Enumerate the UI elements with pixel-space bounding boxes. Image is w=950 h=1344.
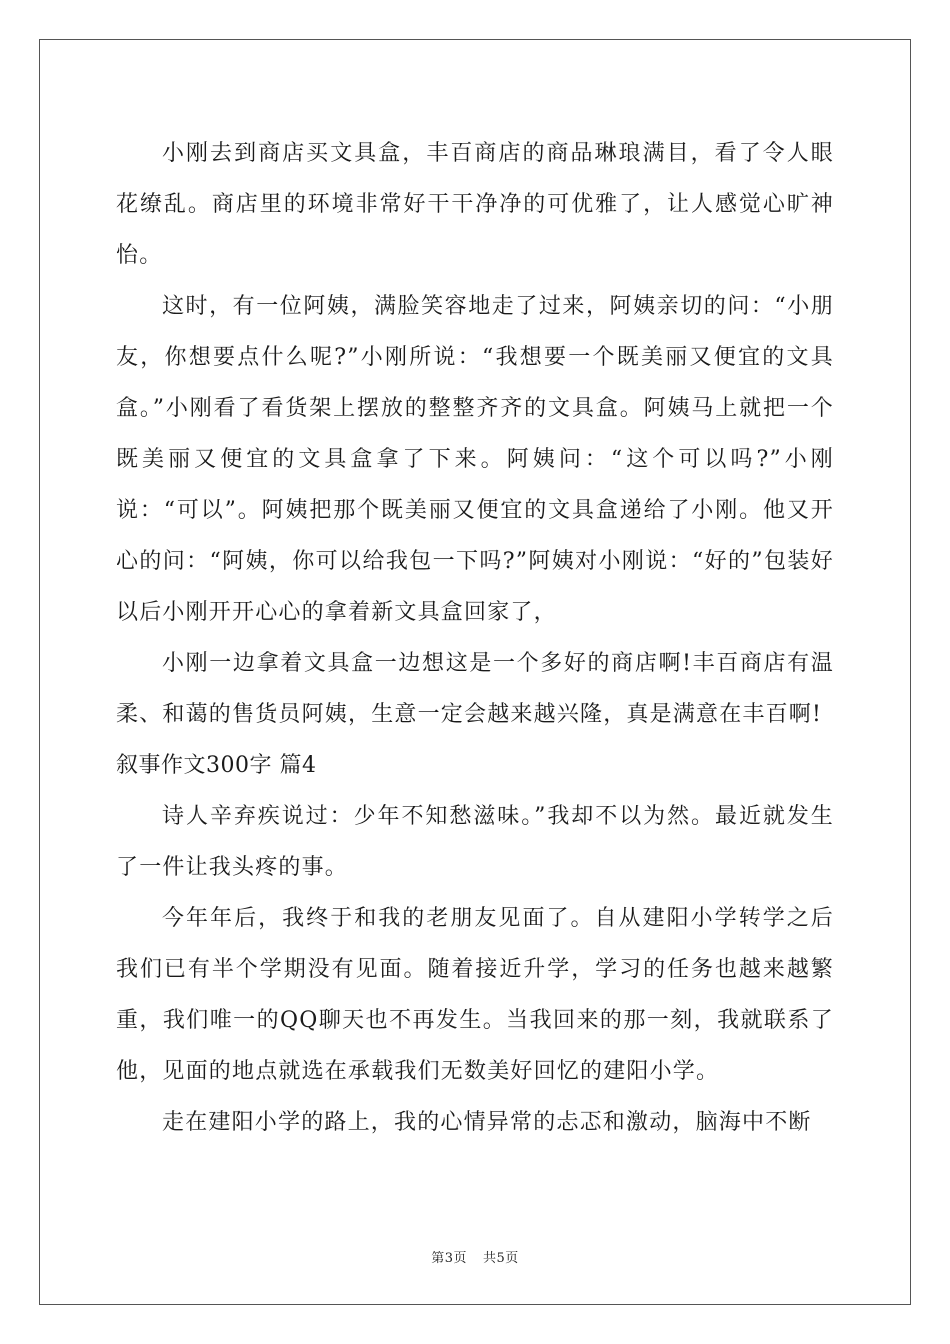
paragraph: 小刚一边拿着文具盒一边想这是一个多好的商店啊!丰百商店有温柔、和蔼的售货员阿姨，生意一定会越来越兴隆，真是满意在丰百啊! xyxy=(116,651,834,727)
paragraph: 走在建阳小学的路上，我的心情异常的忐忑和激动，脑海中不断 xyxy=(162,1110,812,1135)
paragraph: 今年年后，我终于和我的老朋友见面了。自从建阳小学转学之后我们已有半个学期没有见面。随着接近升学，学习的任务也越来越繁重，我们唯一的QQ聊天也不再发生。当我回来的那一刻，我就联系了他，见面的地点就选在承载我们无数美好回忆的建阳小学。 xyxy=(116,906,834,1084)
paragraph: 诗人辛弃疾说过：少年不知愁滋味。”我却不以为然。最近就发生了一件让我头疼的事。 xyxy=(116,804,834,880)
document-body xyxy=(116,128,834,1148)
page-number: 第3页 xyxy=(431,1251,467,1266)
page-footer xyxy=(0,1247,950,1266)
paragraph: 这时，有一位阿姨，满脸笑容地走了过来，阿姨亲切的问：“小朋友，你想要点什么呢?”小刚所说：“我想要一个既美丽又便宜的文具盒。”小刚看了看货架上摆放的整整齐齐的文具盒。阿姨马上就把一个既美丽又便宜的文具盒拿了下来。阿姨问：“这个可以吗?”小刚说：“可以”。阿姨把那个既美丽又便宜的文具盒递给了小刚。他又开心的问：“阿姨，你可以给我包一下吗?”阿姨对小刚说：“好的”包装好以后小刚开开心心的拿着新文具盒回家了， xyxy=(116,294,834,625)
page-total: 共5页 xyxy=(483,1251,519,1266)
paragraph: 小刚去到商店买文具盒，丰百商店的商品琳琅满目，看了令人眼花缭乱。商店里的环境非常好干干净净的可优雅了，让人感觉心旷神怡。 xyxy=(116,141,834,268)
section-heading: 叙事作文300字 篇4 xyxy=(116,753,317,778)
